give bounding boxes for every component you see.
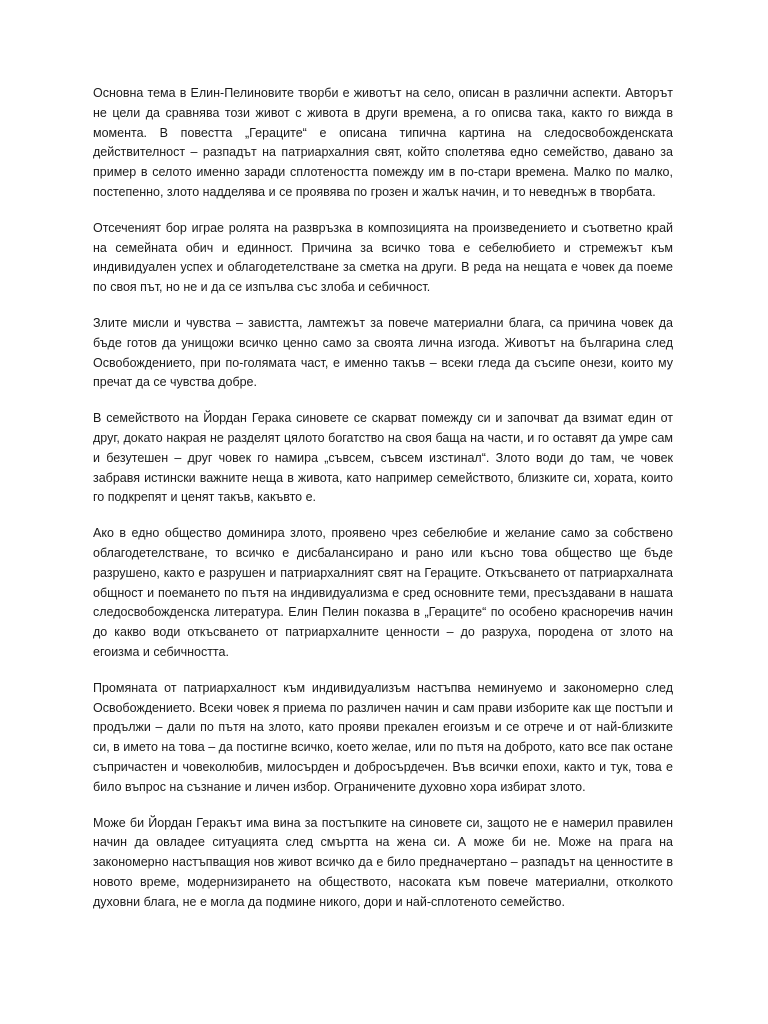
document-page <box>93 84 673 928</box>
paragraph-2: Отсеченият бор играе ролята на развръзка в композицията на произведението и съответно край на семейната обич и единност. Причина за всичко това е себелюбието и стремежът към индивидуален успех и облагодетелстване за сметка на други. В реда на нещата е човек да поеме по своя път, но не и да се изпълва със злоба и себичност. <box>93 220 673 295</box>
paragraph-1: Основна тема в Елин-Пелиновите творби е животът на село, описан в различни аспекти. Авторът не цели да сравнява този живот с живота в други времена, а го описва така, както го вижда в момента. В повестта „Гераците“ е описана типична картина на следосвобожденската действителност – разпадът на патриархалния свят, който сполетява едно семейство, давано за пример в селото именно заради сплотеността помежду им в по-стари времена. Малко по малко, постепенно, злото надделява и се проявява по грозен и жалък начин, и то неведнъж в творбата. <box>93 86 673 199</box>
paragraph-4: В семейството на Йордан Герака синовете се скарват помежду си и започват да взимат един от друг, докато накрая не разделят цялото богатство на своя баща на части, и го оставят да умре сам и безутешен – друг човек го намира „съвсем, съвсем изстинал“. Злото води до там, че човек забравя истински важните неща в живота, като например семейството, близките си, хората, които го подкрепят и ценят такъв, какъвто е. <box>93 411 673 505</box>
paragraph-5: Ако в едно общество доминира злото, проявено чрез себелюбие и желание само за собствено облагодетелстване, то всичко е дисбалансирано и рано или късно това общество ще бъде разрушено, както е разрушен и патриархалният свят на Гераците. Откъсването от патриархалната общност и поемането по пътя на индивидуализма е сред основните теми, пресъздавани в нашата следосвобожденска литература. Елин Пелин показва в „Гераците“ по особено красноречив начин до какво води откъсването от патриархалните ценности – до разруха, породена от злото на егоизма и себичността. <box>93 526 673 659</box>
paragraph-3: Злите мисли и чувства – завистта, ламтежът за повече материални блага, са причина човек да бъде готов да унищожи всичко ценно само за своята лична изгода. Животът на българина след Освобождението, при по-голямата част, е именно такъв – всеки гледа да съсипе онези, които му пречат да се чувства добре. <box>93 315 673 390</box>
paragraph-7: Може би Йордан Геракът има вина за постъпките на синовете си, защото не е намерил правилен начин да овладее ситуацията след смъртта на жена си. А може би не. Може на прага на закономерно настъпващия нов живот всичко да е било предначертано – разпадът на ценностите в новото време, модернизирането на обществото, насоката към повече материални, отколкото духовни блага, не е могла да подмине никого, дори и най-сплотеното семейство. <box>93 815 673 909</box>
paragraph-6: Промяната от патриархалност към индивидуализъм настъпва неминуемо и закономерно след Освобождението. Всеки човек я приема по различен начин и сам прави изборите как ще постъпи и продължи – дали по пътя на злото, като прояви прекален егоизъм и се отрече и от най-близките си, в името на това – да постигне всичко, което желае, или по пътя на доброто, като все пак остане съпричастен и човеколюбив, милосърден и добросърдечен. Във всички епохи, както и тук, това е било въпрос на съзнание и личен избор. Ограничените духовно хора избират злото. <box>93 680 673 794</box>
